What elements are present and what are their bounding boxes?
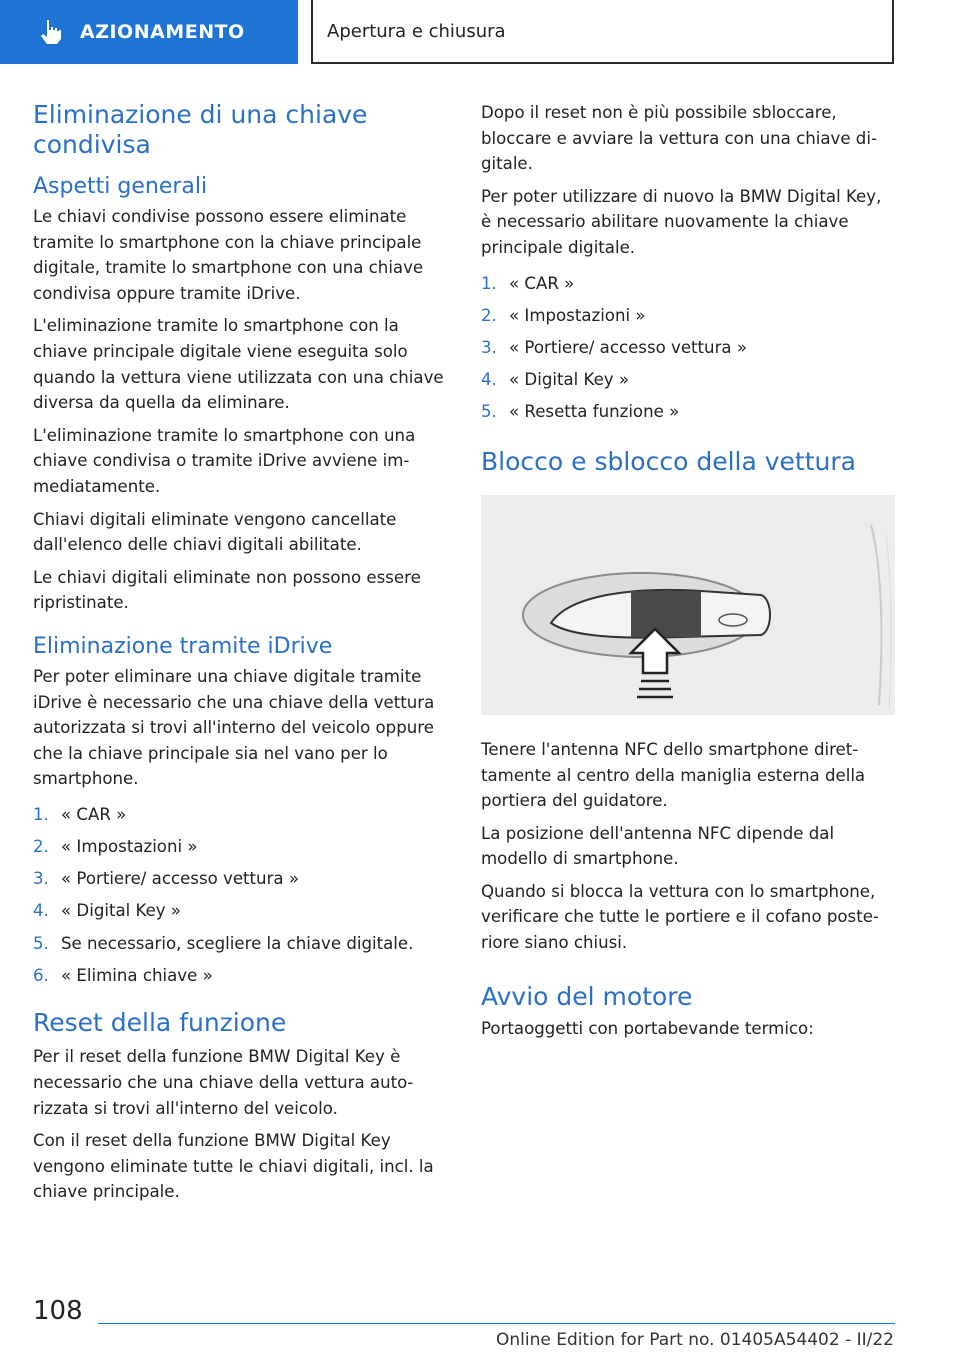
paragraph: Per il reset della funzione BMW Digital Key è necessario che una chiave della vettura autorizzata si trovi all'interno del veicolo.: [33, 1047, 414, 1118]
paragraph: Le chiavi condivise possono essere eliminate tramite lo smartphone con la chiave principale digitale, tramite lo smartphone con una chiave condivisa oppure tramite iDrive.: [33, 207, 424, 303]
paragraph: Chiavi digitali eliminate vengono cancellate dall'elenco delle chiavi digitali abilitate.: [33, 509, 397, 555]
paragraph: Con il reset della funzione BMW Digital Key vengono eliminate tutte le chiavi digitali, incl. la chiave principale.: [33, 1131, 434, 1202]
topic-header: [311, 0, 894, 64]
reset-heading: Reset della funzione: [33, 1008, 287, 1038]
list-item: 6. « Elimina chiave »: [33, 965, 213, 985]
paragraph: Le chiavi digitali eliminate non possono essere ripristinate.: [33, 567, 421, 613]
list-item: 3. « Portiere/ accesso vettura »: [481, 337, 747, 357]
paragraph: Quando si blocca la vettura con lo smartphone, verificare che tutte le portiere e il cofano posteriore siano chiusi.: [481, 881, 879, 953]
list-item: 1. « CAR »: [33, 804, 127, 824]
right-column: [481, 100, 895, 1048]
left-column: [33, 100, 451, 1212]
section-label: AZIONAMENTO: [80, 21, 245, 43]
list-item: 2. « Impostazioni »: [481, 305, 646, 325]
edition-label: Online Edition for Part no. 01405A54402 - II/22: [495, 1330, 894, 1350]
paragraph: La posizione dell'antenna NFC dipende dal modello di smartphone.: [481, 823, 835, 869]
list-item: 5. « Resetta funzione »: [481, 402, 680, 422]
list-item: 5. Se necessario, scegliere la chiave digitale.: [33, 933, 414, 953]
section-tab: [0, 0, 298, 64]
hand-pointer-icon: [38, 18, 64, 46]
paragraph: L'eliminazione tramite lo smartphone con la chiave principale digitale viene eseguita solo quando la vettura viene utilizzata con una chiave diversa da quella da eliminare.: [33, 316, 444, 413]
list-item: 4. « Digital Key »: [33, 901, 182, 921]
paragraph: Dopo il reset non è più possibile sbloccare, bloccare e avviare la vettura con una chiave digitale.: [481, 103, 877, 174]
topic-label: Apertura e chiusura: [327, 20, 506, 42]
idrive-heading: Eliminazione tramite iDrive: [33, 633, 333, 659]
idrive-steps: [33, 802, 451, 989]
paragraph: Per poter eliminare una chiave digitale tramite iDrive è necessario che una chiave della vettura autorizzata si trovi all'interno del veicolo oppure che la chiave principale sia nel vano per lo smartphone.: [33, 666, 435, 789]
page-number: 108: [33, 1296, 83, 1326]
footer-divider: [98, 1323, 895, 1324]
list-item: 4. « Digital Key »: [481, 370, 630, 390]
reset-steps: [481, 271, 895, 425]
paragraph: Tenere l'antenna NFC dello smartphone direttamente al centro della maniglia esterna della portiera del guidatore.: [481, 739, 866, 811]
paragraph: Per poter utilizzare di nuovo la BMW Digital Key, è necessario abilitare nuovamente la chiave principale digitale.: [481, 186, 882, 257]
section-title: Eliminazione di una chiave condivisa: [33, 100, 368, 159]
engine-heading: Avvio del motore: [481, 981, 693, 1011]
paragraph: L'eliminazione tramite lo smartphone con una chiave condivisa o tramite iDrive avviene immediatamente.: [33, 425, 416, 496]
lock-heading: Blocco e sblocco della vettura: [481, 446, 856, 476]
general-heading: Aspetti generali: [33, 174, 208, 199]
door-handle-illustration: [481, 495, 895, 715]
list-item: 3. « Portiere/ accesso vettura »: [33, 869, 299, 889]
list-item: 1. « CAR »: [481, 273, 575, 293]
paragraph: Portaoggetti con portabevande termico:: [481, 1018, 814, 1038]
list-item: 2. « Impostazioni »: [33, 837, 198, 857]
